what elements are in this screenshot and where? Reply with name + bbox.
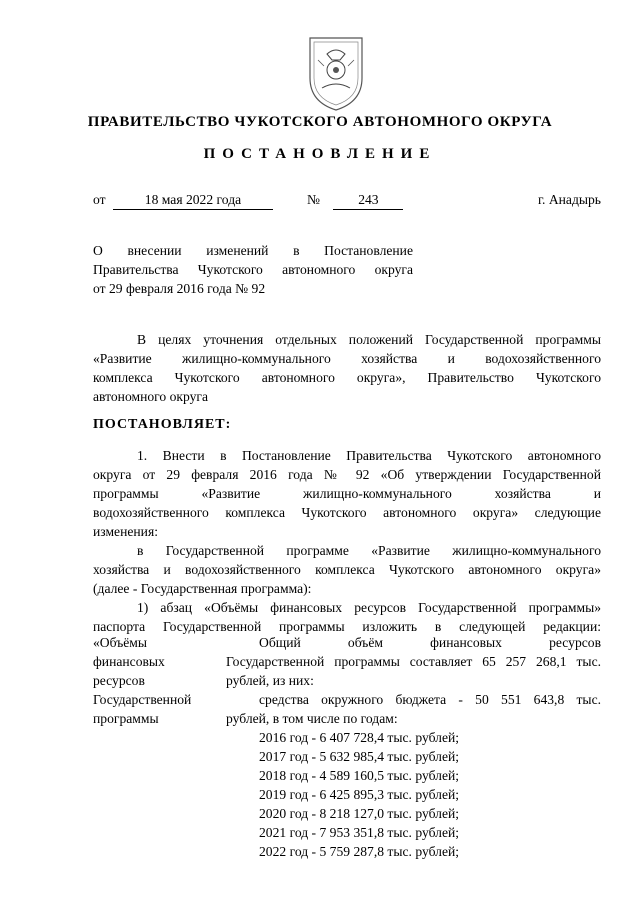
table-label-line: финансовых	[93, 654, 165, 669]
decree-number: 243	[333, 190, 403, 210]
table-value-line: средства окружного бюджета - 50 551 643,8 тыс.	[259, 692, 601, 707]
preamble-line: автономного округа	[93, 389, 209, 404]
body-line: 1) абзац «Объёмы финансовых ресурсов Государственной программы»	[137, 600, 601, 615]
decree-body	[93, 446, 601, 636]
government-title: ПРАВИТЕЛЬСТВО ЧУКОТСКОГО АВТОНОМНОГО ОКРУГА	[87, 114, 553, 130]
subject-line: Правительства Чукотского автономного округа	[93, 262, 413, 277]
subject-line: О внесении изменений в Постановление	[93, 243, 413, 258]
decree-subject	[93, 241, 413, 298]
year-item: 2016 год - 6 407 728,4 тыс. рублей;	[259, 730, 460, 745]
table-label-line: Государственной	[93, 692, 192, 707]
body-line: изменения:	[93, 524, 158, 539]
number-line	[307, 190, 403, 210]
body-line: программы «Развитие жилищно-коммунального хозяйства и	[93, 486, 601, 501]
preamble-line: В целях уточнения отдельных положений Государственной программы	[137, 332, 601, 347]
body-line: в Государственной программе «Развитие жилищно-коммунального	[137, 543, 601, 558]
body-line: водохозяйственного комплекса Чукотского автономного округа» следующие	[93, 505, 601, 520]
table-value-line: Государственной программы составляет 65 257 268,1 тыс.	[226, 654, 601, 669]
year-item: 2019 год - 6 425 895,3 тыс. рублей;	[259, 787, 460, 802]
table-value-line: Общий объём финансовых ресурсов	[259, 635, 601, 650]
table-value-column	[226, 633, 601, 861]
resolves-heading: ПОСТАНОВЛЯЕТ:	[93, 417, 232, 432]
date-line	[93, 190, 273, 210]
preamble-line: комплекса Чукотского автономного округа», Правительство Чукотского	[93, 370, 601, 385]
year-item: 2022 год - 5 759 287,8 тыс. рублей;	[259, 844, 460, 859]
year-item: 2017 год - 5 632 985,4 тыс. рублей;	[259, 749, 460, 764]
year-item: 2018 год - 4 589 160,5 тыс. рублей;	[259, 768, 460, 783]
table-label-column	[93, 633, 218, 728]
decree-date: 18 мая 2022 года	[113, 190, 273, 210]
from-label: от	[93, 192, 106, 207]
number-label: №	[307, 192, 320, 207]
body-line: 1. Внести в Постановление Правительства Чукотского автономного	[137, 448, 601, 463]
table-value-line: рублей, в том числе по годам:	[226, 711, 398, 726]
preamble-line: «Развитие жилищно-коммунального хозяйства и водохозяйственного	[93, 351, 601, 366]
city: г. Анадырь	[537, 192, 601, 207]
subject-line: от 29 февраля 2016 года № 92	[93, 281, 266, 296]
preamble	[93, 330, 601, 406]
year-item: 2021 год - 7 953 351,8 тыс. рублей;	[259, 825, 460, 840]
body-line: хозяйства и водохозяйственного комплекса Чукотского автономного округа»	[93, 562, 601, 577]
table-label-line: ресурсов	[93, 673, 145, 688]
year-item: 2020 год - 8 218 127,0 тыс. рублей;	[259, 806, 460, 821]
body-line: (далее - Государственная программа):	[93, 581, 312, 596]
body-line: паспорта Государственной программы изложить в следующей редакции:	[93, 619, 601, 634]
coat-of-arms-emblem	[300, 30, 372, 114]
body-line: округа от 29 февраля 2016 года № 92 «Об утверждении Государственной	[93, 467, 601, 482]
table-label-line: «Объёмы	[93, 635, 147, 650]
year-list	[226, 728, 601, 861]
decree-title: ПОСТАНОВЛЕНИЕ	[203, 146, 437, 162]
table-label-line: программы	[93, 711, 159, 726]
table-value-line: рублей, из них:	[226, 673, 314, 688]
